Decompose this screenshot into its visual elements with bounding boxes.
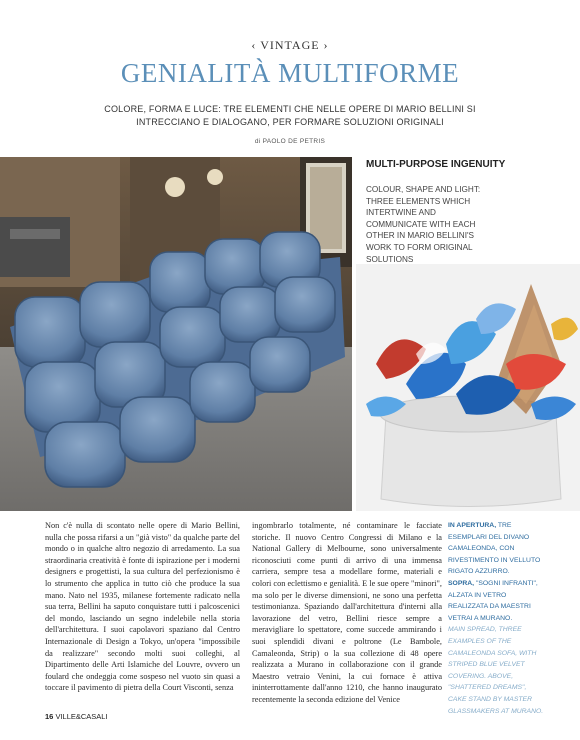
caption-label-opening: IN APERTURA,	[448, 522, 497, 529]
glass-stand-photo	[356, 264, 580, 511]
page-folio	[45, 712, 108, 721]
subtitle: COLORE, FORMA E LUCE: TRE ELEMENTI CHE NELLE OPERE DI MARIO BELLINI SI INTRECCIANO E DIALOGANO, PER FORMARE SOLUZIONI ORIGINALI	[104, 104, 476, 127]
english-subtitle: COLOUR, SHAPE AND LIGHT: THREE ELEMENTS WHICH INTERTWINE AND COMMUNICATE WITH EACH OTHER IN MARIO BELLINI'S WORK TO FORM ORIGINAL SOLUTIONS	[366, 185, 481, 264]
magazine-name: VILLE&CASALI	[55, 712, 108, 721]
photo-caption	[448, 520, 544, 717]
page-title: GENIALITÀ MULTIFORME	[120, 58, 460, 88]
caption-english: MAIN SPREAD, THREE EXAMPLES OF THE CAMALEONDA SOFA, WITH STRIPED BLUE VELVET COVERING. ABOVE, "SHATTERED DREAMS", CAKE STAND BY MASTER GLASSMAKERS AT MURANO.	[448, 626, 544, 715]
sofa-photo	[0, 157, 352, 511]
body-column-1: Non c'è nulla di scontato nelle opere di Mario Bellini, nulla che possa rifarsi a un "già visto" da qualche parte del mondo o in qualche altro negozio di arredamento. La sua straordinaria creatività è fonte di ispirazione per i moderni designers e progettisti, la sua cultura del perfezionismo è lo strumento che applica in tutto ciò che produce la sua mano. Nato nel 1935, milanese fortemente radicato nella sua terra, Bellini ha saputo conquistare tutti i palcoscenici del mondo, lasciando un segno indelebile nella storia dell'architettura. I suoi capolavori spaziano dal Centro Internazionale di Design a Tokyo, un'opera "impossibile da realizzare" secondo molti suoi colleghi, al Dipartimento delle Arti Islamiche del Louvre, ovvero un foulard che ondeggia come sospeso nel vuoto sin quasi a toccare il pavimento di pietra della Court Visconti, senza	[45, 521, 240, 693]
kicker: ‹ VINTAGE ›	[251, 38, 329, 52]
page-number: 16	[45, 712, 54, 721]
body-column-2: ingombrarlo totalmente, né contaminare le facciate storiche. Il nuovo Centro Congressi di Milano e la National Gallery di Melbourne, sono universalmente riconosciuti come punti di arrivo di una immensa carriera, sempre tesa a modellare forme, materiali e colori con eclettismo e genialità. E le sue opere "minori", ma solo per le diverse dimensioni, ne sono una perfetta testimonianza. Spaziando dall'architettura d'interni alla lavorazione del vetro, Bellini riesce sempre a meravigliare lo spettatore, come succede ammirando i suoi splendidi divani e poltrone (Le Bambole, Camaleonda, Strip) o la sua collezione di 48 opere realizzata a Murano in collaborazione con il grande Maestro vetraio Venini, la cui fornace è attiva ininterrottamente dall'anno 1210, che hanno inaugurato recentemente la seconda edizione del Venice	[252, 521, 442, 704]
english-heading: MULTI-PURPOSE INGENUITY	[366, 159, 506, 170]
caption-text-opening: TRE ESEMPLARI DEL DIVANO CAMALEONDA, CON RIVESTIMENTO IN VELLUTO RIGATO AZZURRO.	[448, 522, 541, 576]
byline: di PAOLO DE PETRIS	[254, 138, 326, 145]
caption-label-above: SOPRA,	[448, 579, 475, 587]
caption-text-above: "SOGNI INFRANTI", ALZATA IN VETRO REALIZZATA DA MAESTRI VETRAI A MURANO.	[448, 579, 538, 622]
